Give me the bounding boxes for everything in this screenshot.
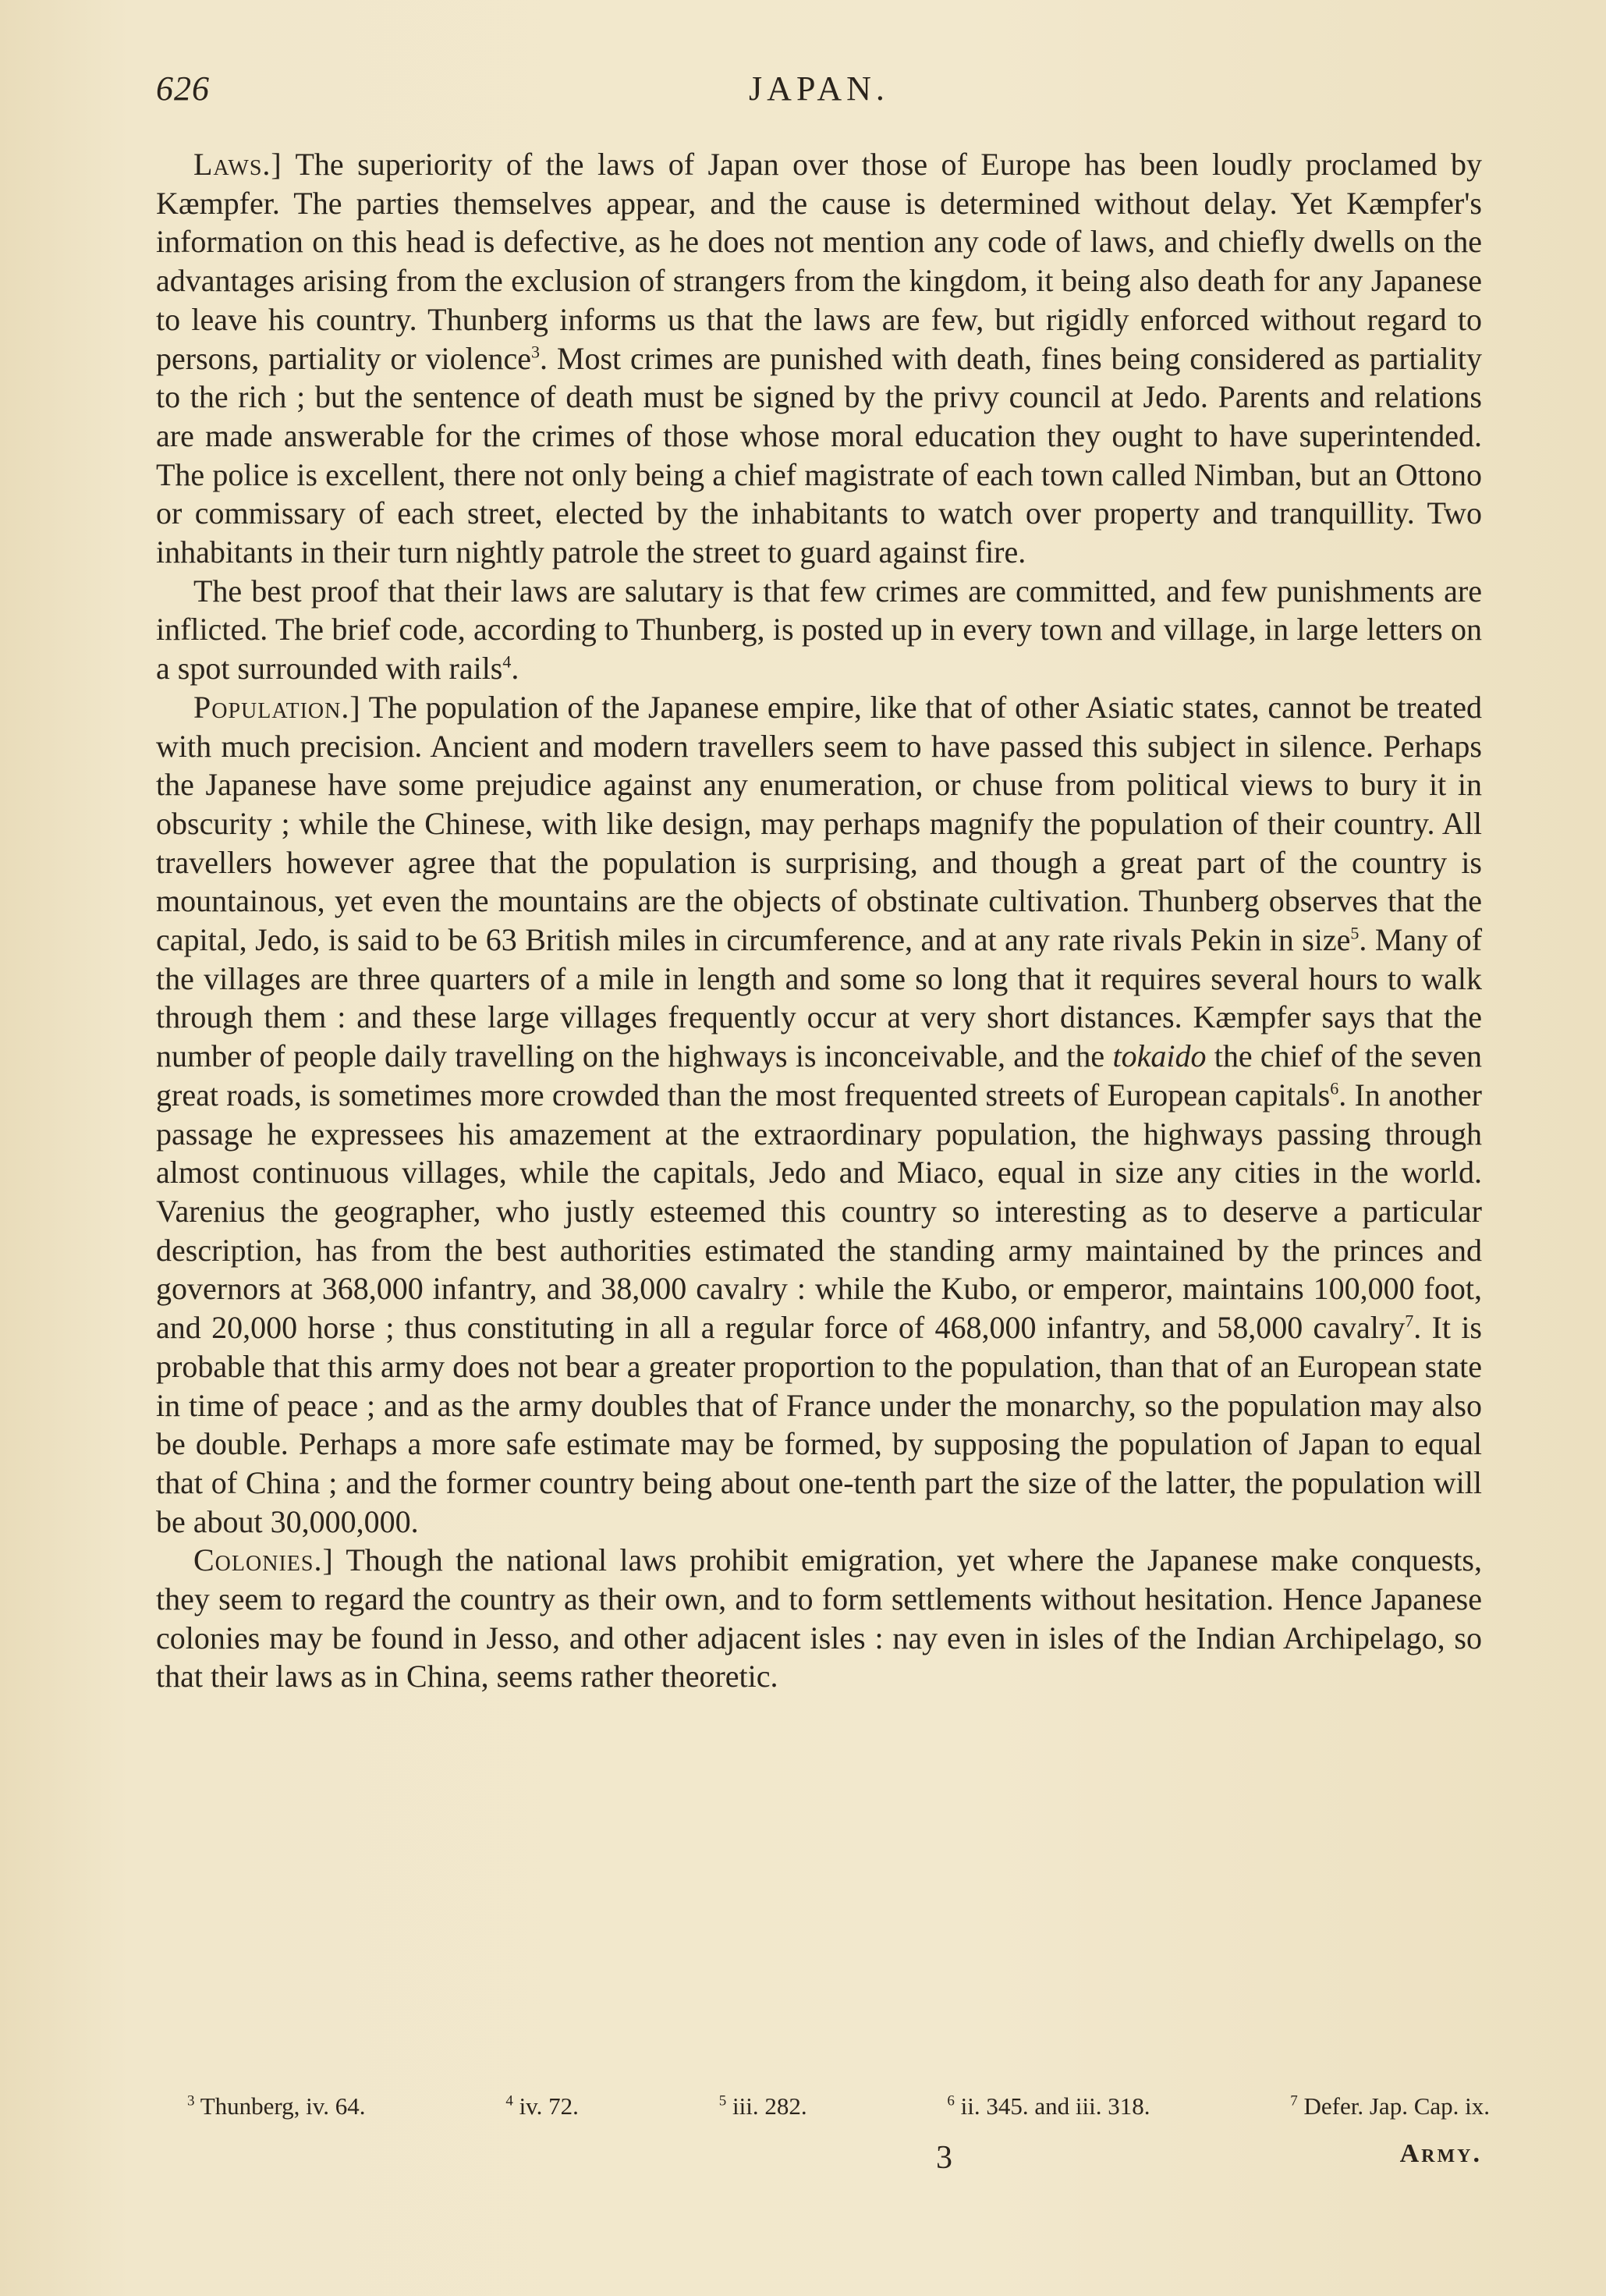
footnote	[505, 2092, 579, 2120]
footnote-text: Defer. Jap. Cap. ix.	[1297, 2092, 1490, 2120]
text-run: . In another passage he expressees his amazement at the extraordinary population, the highways passing through almost continuous villages, while the capitals, Jedo and Miaco, equal in size any cities in the world. Varenius the geographer, who justly esteemed this country so interesting as to deserve a particular description, has from the best authorities estimated the standing army maintained by the princes and governors at 368,000 infantry, and 38,000 cavalry : while the Kubo, or emperor, maintains 100,000 foot, and 20,000 horse ; thus constituting in all a regular force of 468,000 infantry, and 58,000 cavalry	[156, 1077, 1482, 1346]
section-heading: Population.]	[193, 689, 361, 725]
footnote-mark: 4	[505, 2092, 513, 2110]
paragraph	[156, 1541, 1482, 1696]
section-heading: Laws.]	[193, 147, 282, 182]
text-run: . Many of the villages are three quarters of a mile in length and some so long that it requires several hours to walk through them : and these large villages frequently occur at very short distances. Kæmpfer says that the number of people daily travelling on the highways is inconceivable, and the	[156, 922, 1483, 1074]
text-run: The superiority of the laws of Japan over those of Europe has been loudly proclamed by Kæmpfer. The parties themselves appear, and the cause is determined without delay. Yet Kæmpfer's information on this head is defective, as he does not mention any code of laws, and chiefly dwells on the advantages arising from the exclusion of strangers from the kingdom, it being also death for any Japanese to leave his country. Thunberg informs us that the laws are few, but rigidly enforced without regard to persons, partiality or violence	[156, 147, 1482, 376]
text-run: . Most crimes are punished with death, fines being considered as partiality to the rich ; but the sentence of death must be signed by the privy council at Jedo. Parents and relations are made answerable for the crimes of those whose moral education they ought to have superintended. The police is excellent, there not only being a chief magistrate of each town called Nimban, but an Ottono or commissary of each street, elected by the inhabitants to watch over property and tranquillity. Two inhabitants in their turn nightly patrole the street to guard against fire.	[156, 340, 1482, 570]
text-run: Though the national laws prohibit emigration, yet where the Japanese make conquests, they seem to regard the country as their own, and to form settlements without hesitation. Hence Japanese colonies may be found in Jesso, and other adjacent isles : nay even in isles of the Indian Archipelago, so that their laws as in China, seems rather theoretic.	[156, 1542, 1482, 1694]
footnote-text: Thunberg, iv. 64.	[194, 2092, 366, 2120]
running-head: JAPAN.	[749, 69, 889, 108]
text-run: . It is probable that this army does not bear a greater proportion to the population, than that of an European state in time of peace ; and as the army doubles that of France under the monarchy, so the population may also be double. Perhaps a more safe estimate may be formed, by supposing the population of Japan to equal that of China ; and the former country being about one-tenth part the size of the latter, the population will be about 30,000,000.	[156, 1310, 1483, 1539]
footnote-text: iii. 282.	[726, 2092, 807, 2120]
text-run: the chief of the seven great roads, is sometimes more crowded than the most frequented streets of European capitals	[156, 1038, 1482, 1113]
page-footer	[156, 2139, 1482, 2178]
footnote-mark: 7	[1290, 2092, 1298, 2110]
footnote	[947, 2092, 1150, 2120]
signature-mark: 3	[936, 2140, 952, 2176]
paragraph	[156, 145, 1482, 572]
footnote-ref: 7	[1405, 1311, 1414, 1331]
footnotes	[187, 2092, 1490, 2120]
footnote-mark: 6	[947, 2092, 955, 2110]
section-heading: Colonies.]	[193, 1542, 334, 1578]
footnote	[1290, 2092, 1490, 2120]
body-text	[156, 145, 1482, 1696]
italic-term: tokaido	[1112, 1038, 1207, 1074]
text-run: The population of the Japanese empire, like that of other Asiatic states, cannot be treated with much precision. Ancient and modern travellers seem to have passed this subject in silence. Perhaps the Japanese have some prejudice against any enumeration, or chuse from political views to bury it in obscurity ; while the Chinese, with like design, may perhaps magnify the population of their country. All travellers however agree that the population is surprising, and though a great part of the country is mountainous, yet even the mountains are the objects of obstinate cultivation. Thunberg observes that the capital, Jedo, is said to be 63 British miles in circumference, and at any rate rivals Pekin in size	[156, 689, 1482, 958]
footnote-text: iv. 72.	[512, 2092, 579, 2120]
footnote-ref: 4	[502, 651, 512, 672]
paragraph	[156, 688, 1482, 1541]
footnote-mark: 3	[187, 2092, 195, 2110]
footnote-text: ii. 345. and iii. 318.	[954, 2092, 1150, 2120]
catchword: Army.	[1399, 2139, 1482, 2168]
footnote	[187, 2092, 366, 2120]
footnote-ref: 5	[1350, 923, 1360, 943]
page-number: 626	[156, 69, 210, 108]
footnote-ref: 6	[1330, 1078, 1339, 1098]
page-header	[156, 69, 1482, 115]
text-run: The best proof that their laws are salutary is that few crimes are committed, and few punishments are inflicted. The brief code, according to Thunberg, is posted up in every town and village, in large letters on a spot surrounded with rails	[156, 573, 1482, 687]
footnote-mark: 5	[718, 2092, 727, 2110]
footnote	[719, 2092, 807, 2120]
footnote-ref: 3	[531, 342, 541, 362]
paragraph	[156, 572, 1482, 688]
text-run: .	[511, 651, 519, 687]
